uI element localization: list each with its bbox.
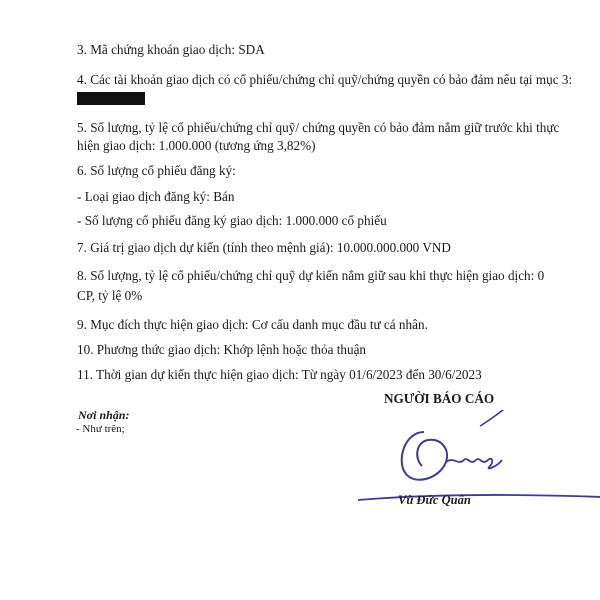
recipients-item: - Như trên; (76, 423, 125, 435)
item-6-registered-shares: 6. Số lượng cổ phiếu đăng ký: (77, 163, 236, 178)
handwritten-signature (350, 410, 600, 520)
reporter-title: NGƯỜI BÁO CÁO (384, 391, 495, 406)
item-3-stock-code: 3. Mã chứng khoán giao dịch: SDA (77, 42, 265, 57)
redacted-account-number (77, 92, 145, 105)
item-5-holding-before-line1: 5. Số lượng, tỷ lệ cổ phiếu/chứng chỉ quỹ/ chứng quyền có bảo đảm nắm giữ trước khi thực (77, 120, 560, 135)
recipients-title: Nơi nhận: (78, 408, 130, 422)
item-7-expected-value: 7. Giá trị giao dịch dự kiến (tính theo mệnh giá): 10.000.000.000 VND (77, 240, 451, 255)
signer-name: Vũ Đức Quân (398, 493, 471, 507)
item-8-holding-after-line2: CP, tỷ lệ 0% (77, 288, 143, 303)
item-10-method: 10. Phương thức giao dịch: Khớp lệnh hoặc thỏa thuận (77, 342, 367, 357)
item-6-transaction-type: - Loại giao dịch đăng ký: Bán (77, 189, 235, 204)
item-11-period: 11. Thời gian dự kiến thực hiện giao dịch: Từ ngày 01/6/2023 đến 30/6/2023 (77, 367, 482, 382)
item-5-holding-before-line2: hiện giao dịch: 1.000.000 (tương ứng 3,82%) (77, 138, 316, 153)
item-6-registered-quantity: - Số lượng cổ phiếu đăng ký giao dịch: 1.000.000 cổ phiếu (77, 213, 387, 228)
item-8-holding-after-line1: 8. Số lượng, tỷ lệ cổ phiếu/chứng chỉ quỹ dự kiến nắm giữ sau khi thực hiện giao dịch: 0 (77, 268, 545, 283)
item-9-purpose: 9. Mục đích thực hiện giao dịch: Cơ cấu danh mục đầu tư cá nhân. (77, 317, 428, 332)
item-4-accounts: 4. Các tài khoản giao dịch có cổ phiếu/chứng chỉ quỹ/chứng quyền có bảo đảm nêu tại mục 3: (77, 72, 573, 87)
